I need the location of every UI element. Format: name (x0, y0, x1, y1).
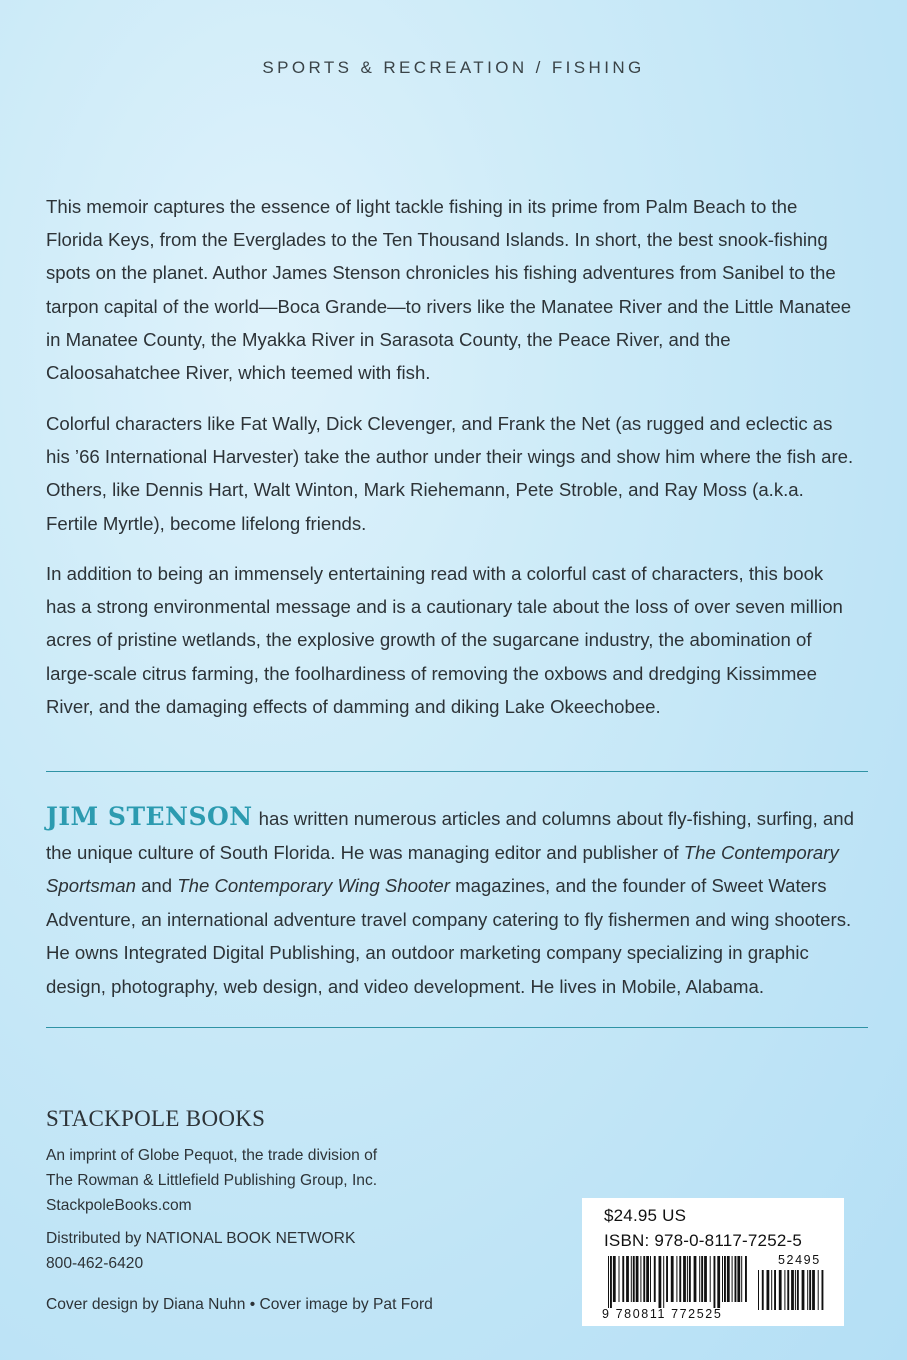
barcode-bar (704, 1256, 707, 1302)
blurb-text-3: In addition to being an immensely entertaining read with a colorful cast of characters, this book has a strong environmental message and is a cautionary tale about the loss of over seven million acres of pristine wetlands, the explosive growth of the sugarcane industry, the abomination of large-scale citrus farming, the foolhardiness of removing the oxbows and dredging Kissimmee River, and the damaging effects of damming and diking Lake Okeechobee. (46, 563, 843, 717)
blurb-text-2: Colorful characters like Fat Wally, Dick Clevenger, and Frank the Net (as rugged and eclectic as his ’66 International Harvester) take the author under their wings and show him where the fish are. Others, like Dennis Hart, Walt Winton, Mark Riehemann, Pete Stroble, and Ray Moss (a.k.a. Fertile Myrtle), become lifelong friends. (46, 413, 854, 534)
category-label: SPORTS & RECREATION / FISHING (262, 58, 645, 77)
imprint-line-1: An imprint of Globe Pequot, the trade division of (46, 1147, 378, 1164)
barcode-bar (779, 1270, 782, 1310)
bio-text-3: magazines, and the founder of Sweet Waters Adventure, an international adventure travel company catering to fly fishermen and wing shooters. He owns Integrated Digital Publishing, an outdoor marketing company specializing in graphic design, photography, web design, and video development. He lives in Mobile, Alabama. (46, 875, 852, 997)
barcode-bar (640, 1256, 641, 1302)
blurb-paragraph-1 (46, 190, 856, 389)
blurb-paragraph-3 (46, 557, 856, 723)
barcode-panel (582, 1198, 844, 1326)
barcode-bar (646, 1256, 649, 1302)
barcode-bar (741, 1256, 742, 1302)
barcode-bar (727, 1256, 730, 1302)
publisher-website: StackpoleBooks.com (46, 1197, 192, 1214)
barcode-bar (795, 1270, 796, 1310)
barcode-bar (771, 1270, 772, 1310)
barcode-bar (619, 1256, 620, 1302)
barcode-bar (732, 1256, 733, 1302)
publisher-imprint (46, 1143, 566, 1218)
barcode-bar (636, 1256, 639, 1302)
barcode-main-bars (608, 1256, 747, 1308)
barcode-bar (807, 1270, 808, 1310)
blurb-paragraph-2 (46, 407, 856, 540)
barcode-bar (724, 1256, 726, 1302)
barcode-bar (689, 1256, 691, 1302)
barcode-bar (683, 1256, 686, 1302)
author-bio (46, 800, 864, 1003)
barcode-bar (818, 1270, 819, 1310)
barcode-bar (633, 1256, 635, 1302)
barcode-bar (654, 1256, 656, 1302)
barcode-bar (714, 1256, 716, 1308)
barcode-bar (809, 1270, 811, 1310)
barcode-bar (694, 1256, 697, 1302)
barcode-bar (608, 1256, 609, 1308)
barcode-bar (687, 1256, 688, 1302)
bio-text-1: has written numerous articles and columns about fly-fishing, surfing, and the unique culture of South Florida. He was managing editor and publisher of (46, 808, 854, 863)
magazine-title-1: The Contemporary Sportsman (46, 841, 839, 896)
barcode-bar (797, 1270, 799, 1310)
barcode-bar (802, 1270, 805, 1310)
barcode-bar (671, 1256, 674, 1302)
barcode-bar (722, 1256, 723, 1302)
barcode-bar (666, 1256, 668, 1302)
barcode-bar (784, 1270, 785, 1310)
barcode-bar (710, 1256, 711, 1302)
barcode-bar (613, 1256, 616, 1302)
barcode-bar (626, 1256, 629, 1302)
barcode-bar (650, 1256, 651, 1302)
barcode-bar (679, 1256, 681, 1302)
price-label: $24.95 US (604, 1206, 687, 1225)
barcode-bar (762, 1270, 764, 1310)
distributor-block (46, 1226, 566, 1276)
distributor-line: Distributed by NATIONAL BOOK NETWORK (46, 1230, 356, 1247)
barcode-bar (622, 1256, 624, 1302)
cover-credits: Cover design by Diana Nuhn • Cover image by Pat Ford (46, 1296, 433, 1313)
divider-bottom (46, 1027, 868, 1028)
divider-top (46, 771, 868, 772)
barcode-bar (735, 1256, 737, 1302)
barcode-bar (758, 1270, 759, 1310)
author-name: JIM STENSON (46, 802, 253, 831)
imprint-line-2: The Rowman & Littlefield Publishing Group, Inc. (46, 1172, 378, 1189)
barcode-bar (699, 1256, 700, 1302)
barcode-bar (659, 1256, 662, 1308)
barcode-bar (812, 1270, 815, 1310)
barcode-bar (643, 1256, 645, 1302)
publisher-name: STACKPOLE BOOKS (46, 1106, 266, 1131)
barcode-bar (822, 1270, 824, 1310)
barcode-addon-digits: 52495 (778, 1253, 821, 1267)
barcode-bar (737, 1256, 740, 1302)
barcode-bar (767, 1270, 770, 1310)
magazine-title-2: The Contemporary Wing Shooter (177, 875, 450, 896)
barcode-bar (701, 1256, 703, 1302)
barcode-bar (717, 1256, 720, 1308)
barcode-bar (787, 1270, 789, 1310)
barcode-bar (676, 1256, 677, 1302)
isbn-label: ISBN: 978-0-8117-7252-5 (604, 1231, 803, 1250)
distributor-phone: 800-462-6420 (46, 1255, 144, 1272)
barcode-bar (631, 1256, 632, 1302)
barcode-bar (774, 1270, 776, 1310)
barcode-bar (791, 1270, 794, 1310)
barcode-bar (745, 1256, 747, 1302)
barcode-main-digits: 9 780811 772525 (602, 1307, 723, 1321)
barcode-bar (610, 1256, 612, 1308)
blurb-text-1: This memoir captures the essence of light tackle fishing in its prime from Palm Beach to the Florida Keys, from the Everglades to the Ten Thousand Islands. In short, the best snook-fishing spots on the planet. Author James Stenson chronicles his fishing adventures from Sanibel to the tarpon capital of the world—Boca Grande—to rivers like the Manatee River and the Little Manatee in Manatee County, the Myakka River in Sarasota County, the Peace River, and the Caloosahatchee River, which teemed with fish. (46, 196, 852, 384)
bio-text-2: and (135, 875, 178, 896)
barcode-addon-bars (758, 1270, 823, 1310)
barcode-bar (663, 1256, 664, 1308)
